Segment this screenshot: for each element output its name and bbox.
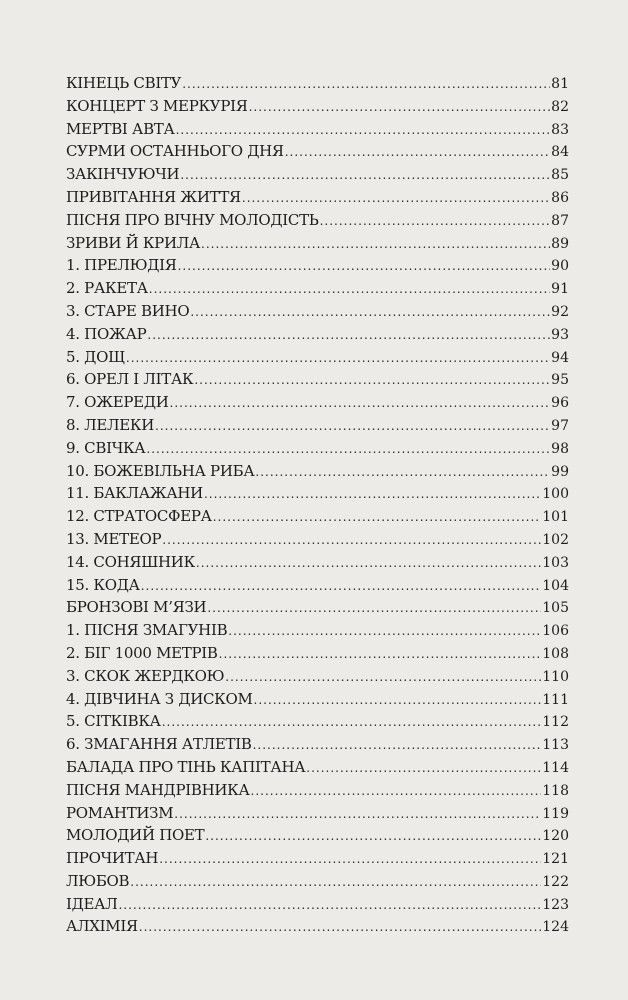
toc-entry-title: БРОНЗОВІ М’ЯЗИ [66, 598, 207, 617]
toc-entry [66, 619, 569, 642]
toc-entry [66, 482, 569, 505]
toc-entry-title: 9. СВІЧКА [66, 438, 146, 457]
toc-entry [66, 915, 569, 938]
toc-entry-title: 7. ОЖЕРЕДИ [66, 393, 169, 412]
toc-entry [66, 346, 569, 369]
toc-entry-page: 122 [542, 873, 569, 890]
dot-leader [139, 915, 541, 938]
toc-entry-page: 98 [551, 440, 569, 457]
toc-entry [66, 437, 569, 460]
dot-leader [228, 619, 541, 642]
toc-entry-title: 14. СОНЯШНИК [66, 552, 195, 571]
toc-entry-page: 123 [542, 896, 569, 913]
toc-entry [66, 528, 569, 551]
dot-leader [196, 551, 541, 574]
toc-entry [66, 232, 569, 255]
toc-entry [66, 254, 569, 277]
toc-entry [66, 551, 569, 574]
toc-entry-title: 2. РАКЕТА [66, 279, 148, 298]
toc-entry [66, 300, 569, 323]
dot-leader [201, 232, 550, 255]
dot-leader [141, 574, 542, 597]
toc-entry [66, 118, 569, 141]
toc-entry-page: 95 [551, 372, 569, 389]
toc-entry-title: КІНЕЦЬ СВІТУ [66, 74, 182, 92]
toc-entry-page: 99 [551, 463, 569, 480]
dot-leader [253, 733, 542, 756]
toc-entry [66, 756, 569, 779]
dot-leader [242, 186, 550, 209]
dot-leader [205, 824, 541, 847]
toc-entry-page: 90 [551, 258, 569, 275]
toc-entry-page: 94 [551, 349, 569, 366]
toc-entry-title: 1. ПРЕЛЮДІЯ [66, 256, 177, 275]
toc-entry [66, 323, 569, 346]
toc-entry-page: 111 [542, 691, 569, 708]
toc-entry-title: ЗАКІНЧУЮЧИ [66, 165, 180, 184]
toc-entry-title: 3. СКОК ЖЕРДКОЮ [66, 666, 225, 685]
toc-entry-title: ПРОЧИТАН [66, 849, 159, 868]
toc-entry-title: СУРМИ ОСТАННЬОГО ДНЯ [66, 142, 284, 161]
toc-entry [66, 779, 569, 802]
toc-entry-page: 114 [542, 759, 569, 776]
dot-leader [306, 756, 541, 779]
toc-entry-page: 120 [542, 828, 569, 845]
dot-leader [219, 642, 542, 665]
toc-entry-page: 105 [542, 600, 569, 617]
toc-entry [66, 824, 569, 847]
toc-entry-page: 86 [551, 189, 569, 206]
toc-entry-title: 6. ОРЕЛ І ЛІТАК [66, 370, 194, 389]
toc-entry-page: 91 [551, 281, 569, 298]
dot-leader [204, 482, 541, 505]
toc-entry [66, 710, 569, 733]
toc-entry [66, 414, 569, 437]
toc-entry [66, 596, 569, 619]
toc-entry [66, 847, 569, 870]
toc-entry [66, 802, 569, 825]
toc-entry [66, 140, 569, 163]
toc-entry-page: 85 [551, 167, 569, 184]
toc-entry-title: ПІСНЯ МАНДРІВНИКА [66, 780, 250, 799]
toc-entry-page: 84 [551, 144, 569, 161]
dot-leader [170, 391, 551, 414]
toc-entry-title: ЗРИВИ Й КРИЛА [66, 233, 201, 252]
dot-leader [213, 505, 542, 528]
dot-leader [285, 140, 550, 163]
toc-entry [66, 505, 569, 528]
toc-entry-page: 100 [542, 486, 569, 503]
toc-entry [66, 733, 569, 756]
dot-leader [254, 688, 542, 711]
toc-entry-page: 104 [542, 577, 569, 594]
dot-leader [130, 870, 541, 893]
dot-leader [180, 163, 550, 186]
toc-entry-title: 12. СТРАТОСФЕРА [66, 507, 212, 526]
toc-entry [66, 72, 569, 95]
toc-entry-page: 82 [551, 98, 569, 115]
toc-entry-title: 13. МЕТЕОР [66, 529, 162, 548]
dot-leader [194, 368, 550, 391]
toc-entry [66, 209, 569, 232]
toc-entry [66, 460, 569, 483]
toc-entry-page: 112 [542, 714, 569, 731]
toc-entry-title: 8. ЛЕЛЕКИ [66, 415, 155, 434]
toc-entry [66, 870, 569, 893]
toc-entry-title: 5. СІТКІВКА [66, 712, 161, 731]
toc-entry-title: 3. СТАРЕ ВИНО [66, 301, 190, 320]
toc-entry [66, 186, 569, 209]
table-of-contents [66, 72, 569, 938]
toc-entry-page: 124 [542, 919, 569, 936]
toc-entry-title: 15. КОДА [66, 575, 140, 594]
toc-entry-title: 11. БАКЛАЖАНИ [66, 484, 203, 503]
toc-entry [66, 95, 569, 118]
dot-leader [162, 528, 541, 551]
toc-entry-page: 96 [551, 395, 569, 412]
toc-entry-page: 92 [551, 303, 569, 320]
toc-entry-page: 106 [542, 623, 569, 640]
toc-entry-page: 121 [542, 851, 569, 868]
dot-leader [176, 118, 551, 141]
toc-entry [66, 893, 569, 916]
toc-entry-title: ІДЕАЛ [66, 894, 118, 913]
dot-leader [225, 665, 541, 688]
dot-leader [320, 209, 551, 232]
toc-entry-title: БАЛАДА ПРО ТІНЬ КАПІТАНА [66, 757, 306, 776]
toc-entry-page: 103 [542, 554, 569, 571]
toc-entry [66, 163, 569, 186]
toc-entry-title: ПРИВІТАННЯ ЖИТТЯ [66, 187, 241, 206]
toc-entry-page: 93 [551, 326, 569, 343]
dot-leader [255, 460, 550, 483]
toc-entry [66, 665, 569, 688]
toc-entry [66, 642, 569, 665]
dot-leader [162, 710, 542, 733]
toc-entry-title: 4. ПОЖАР [66, 324, 147, 343]
toc-entry [66, 391, 569, 414]
toc-entry-page: 113 [542, 737, 569, 754]
toc-entry-title: 1. ПІСНЯ ЗМАГУНІВ [66, 621, 228, 640]
dot-leader [146, 437, 550, 460]
toc-entry-page: 102 [542, 531, 569, 548]
dot-leader [126, 346, 550, 369]
toc-entry-page: 87 [551, 212, 569, 229]
toc-entry-page: 97 [551, 417, 569, 434]
toc-entry [66, 368, 569, 391]
toc-entry-title: 2. БІГ 1000 МЕТРІВ [66, 643, 218, 662]
dot-leader [251, 779, 542, 802]
dot-leader [190, 300, 550, 323]
toc-entry-page: 83 [551, 121, 569, 138]
toc-entry-page: 101 [542, 509, 569, 526]
toc-entry-title: РОМАНТИЗМ [66, 803, 174, 822]
dot-leader [174, 802, 541, 825]
toc-entry-title: 5. ДОЩ [66, 347, 125, 366]
toc-entry-page: 89 [551, 235, 569, 252]
toc-entry-page: 119 [542, 805, 569, 822]
dot-leader [159, 847, 541, 870]
toc-entry-page: 108 [542, 645, 569, 662]
toc-entry-page: 110 [542, 668, 569, 685]
toc-entry [66, 574, 569, 597]
toc-entry-title: МОЛОДИЙ ПОЕТ [66, 826, 205, 845]
dot-leader [149, 277, 550, 300]
toc-entry-title: АЛХІМІЯ [66, 917, 138, 936]
toc-entry-page: 118 [542, 782, 569, 799]
dot-leader [249, 95, 551, 118]
dot-leader [178, 254, 551, 277]
toc-entry-title: 6. ЗМАГАННЯ АТЛЕТІВ [66, 735, 252, 754]
toc-entry [66, 688, 569, 711]
dot-leader [155, 414, 550, 437]
toc-entry-title: ПІСНЯ ПРО ВІЧНУ МОЛОДІСТЬ [66, 210, 319, 229]
dot-leader [147, 323, 550, 346]
toc-entry [66, 277, 569, 300]
toc-entry-title: 10. БОЖЕВІЛЬНА РИБА [66, 461, 255, 480]
dot-leader [182, 72, 550, 95]
toc-entry-page: 81 [551, 76, 569, 92]
toc-entry-title: ЛЮБОВ [66, 871, 130, 890]
dot-leader [118, 893, 541, 916]
dot-leader [207, 596, 541, 619]
toc-entry-title: МЕРТВІ АВТА [66, 119, 175, 138]
toc-entry-title: 4. ДІВЧИНА З ДИСКОМ [66, 689, 253, 708]
toc-entry-title: КОНЦЕРТ З МЕРКУРІЯ [66, 96, 248, 115]
